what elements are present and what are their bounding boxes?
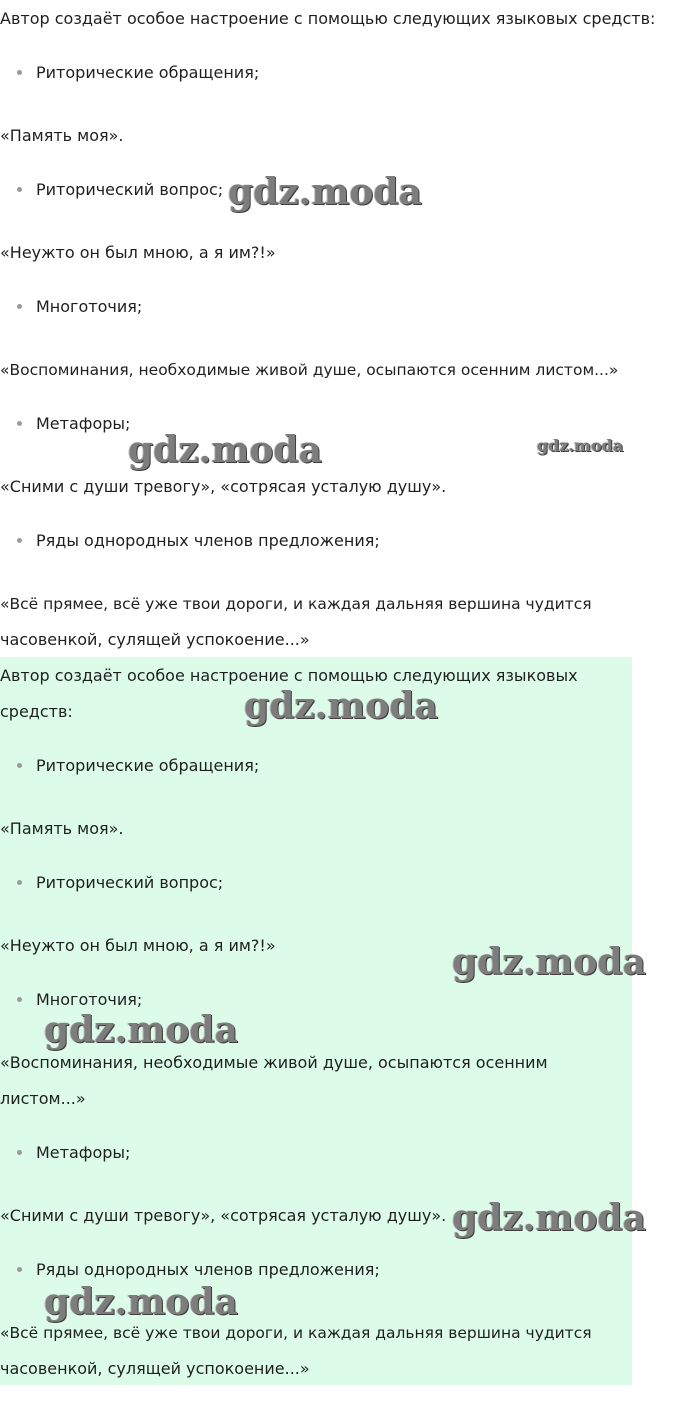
quote-text: «Память моя». [0, 819, 124, 838]
quote-text: «Всё прямее, всё уже твои дороги, и каждая дальняя вершина чудится [0, 595, 592, 613]
watermark-logo: gdz.moda [244, 685, 438, 727]
list-item-label: Многоточия; [36, 297, 143, 316]
quote-text: «Неужто он был мною, а я им?!» [0, 936, 276, 955]
quote-text: «Воспоминания, необходимые живой душе, осыпаются осенним листом...» [0, 361, 619, 379]
list-item-label: Риторический вопрос; [36, 180, 224, 199]
watermark-logo: gdz.moda [452, 941, 646, 983]
quote-text: «Неужто он был мною, а я им?!» [0, 243, 276, 262]
intro-text: средств: [0, 702, 73, 721]
watermark-logo: gdz.moda [128, 429, 322, 471]
quote-text: «Сними с души тревогу», «сотрясая усталую душу». [0, 477, 447, 496]
bullet-dot-icon [17, 538, 22, 543]
list-item-label: Метафоры; [36, 1143, 131, 1162]
intro-text: Автор создаёт особое настроение с помощью следующих языковых средств: [0, 9, 656, 28]
bullet-dot-icon [17, 187, 22, 192]
bullet-dot-icon [17, 763, 22, 768]
list-item-label: Ряды однородных членов предложения; [36, 531, 380, 550]
bullet-dot-icon [17, 70, 22, 75]
watermark-logo: gdz.moda [452, 1197, 646, 1239]
quote-text: «Сними с души тревогу», «сотрясая усталую душу». [0, 1206, 447, 1225]
list-item-label: Риторические обращения; [36, 63, 260, 82]
bullet-dot-icon [17, 304, 22, 309]
list-item-label: Риторические обращения; [36, 756, 260, 775]
quote-text: листом...» [0, 1089, 86, 1108]
bullet-dot-icon [17, 421, 22, 426]
bullet-dot-icon [17, 1267, 22, 1272]
quote-text: часовенкой, сулящей успокоение...» [0, 1359, 310, 1378]
watermark-logo: gdz.moda [537, 436, 624, 455]
list-item-label: Метафоры; [36, 414, 131, 433]
quote-text: «Воспоминания, необходимые живой душе, осыпаются осенним [0, 1053, 548, 1072]
list-item-label: Ряды однородных членов предложения; [36, 1260, 380, 1279]
list-item-label: Риторический вопрос; [36, 873, 224, 892]
watermark-logo: gdz.moda [44, 1281, 238, 1323]
quote-text: часовенкой, сулящей успокоение...» [0, 630, 310, 649]
list-item-label: Многоточия; [36, 990, 143, 1009]
intro-text: Автор создаёт особое настроение с помощью следующих языковых [0, 666, 578, 685]
quote-text: «Память моя». [0, 126, 124, 145]
bullet-dot-icon [17, 880, 22, 885]
bullet-dot-icon [17, 1150, 22, 1155]
bullet-dot-icon [17, 997, 22, 1002]
watermark-logo: gdz.moda [228, 171, 422, 213]
watermark-logo: gdz.moda [44, 1009, 238, 1051]
quote-text: «Всё прямее, всё уже твои дороги, и каждая дальняя вершина чудится [0, 1324, 592, 1342]
